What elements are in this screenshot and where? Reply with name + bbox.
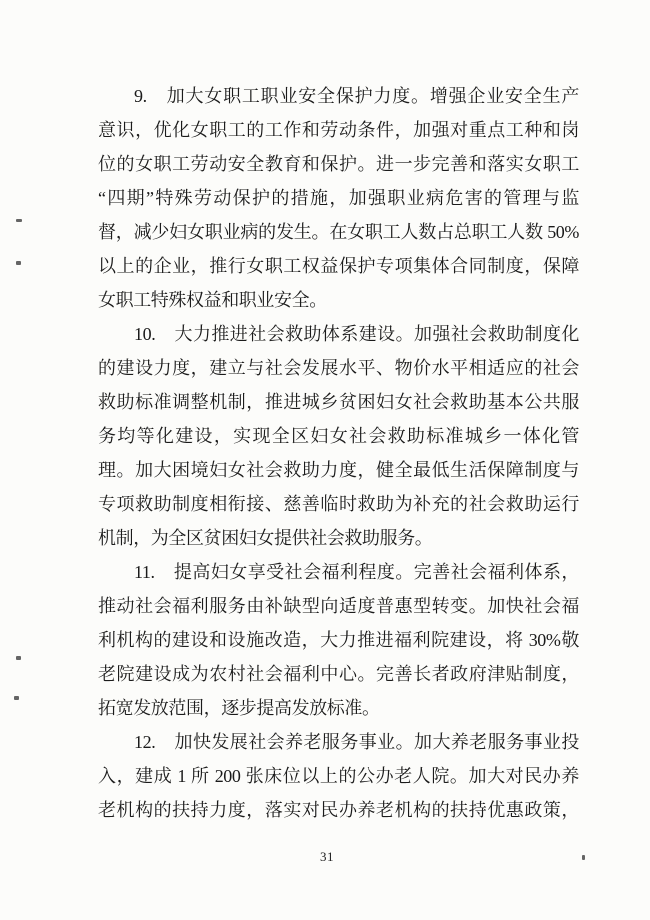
text-line: 老院建设成为农村社会福利中心。完善长者政府津贴制度， xyxy=(98,664,579,684)
paragraph-10 xyxy=(98,317,579,555)
paragraph-11 xyxy=(98,555,579,725)
text-line: 机制，为全区贫困妇女提供社会救助服务。 xyxy=(98,528,433,548)
text-line: 位的女职工劳动安全教育和保护。进一步完善和落实女职工 xyxy=(98,154,579,174)
document-text-block xyxy=(98,79,579,827)
text-line: 11. 提高妇女享受社会福利程度。完善社会福利体系， xyxy=(134,562,579,582)
scan-speck xyxy=(16,219,22,222)
scan-speck xyxy=(582,855,585,860)
text-line: 督，减少妇女职业病的发生。在女职工人数占总职工人数 50% xyxy=(98,222,579,242)
text-line: 12. 加快发展社会养老服务事业。加大养老服务事业投 xyxy=(134,732,579,752)
text-line: 女职工特殊权益和职业安全。 xyxy=(98,290,327,310)
paragraph-12 xyxy=(98,725,579,827)
text-line: 的建设力度，建立与社会发展水平、物价水平相适应的社会 xyxy=(98,358,579,378)
text-line: 以上的企业，推行女职工权益保护专项集体合同制度，保障 xyxy=(98,256,579,276)
text-line: “四期”特殊劳动保护的措施，加强职业病危害的管理与监 xyxy=(98,188,579,208)
text-line: 理。加大困境妇女社会救助力度，健全最低生活保障制度与 xyxy=(98,460,579,480)
text-line: 10. 大力推进社会救助体系建设。加强社会救助制度化 xyxy=(134,324,579,344)
text-line: 老机构的扶持力度，落实对民办养老机构的扶持优惠政策， xyxy=(98,800,579,820)
text-line: 专项救助制度相衔接、慈善临时救助为补充的社会救助运行 xyxy=(98,494,579,514)
text-line: 意识，优化女职工的工作和劳动条件，加强对重点工种和岗 xyxy=(98,120,579,140)
text-line: 推动社会福利服务由补缺型向适度普惠型转变。加快社会福 xyxy=(98,596,579,616)
scan-speck xyxy=(16,261,21,265)
text-line: 9. 加大女职工职业安全保护力度。增强企业安全生产 xyxy=(134,86,579,106)
text-line: 救助标准调整机制，推进城乡贫困妇女社会救助基本公共服 xyxy=(98,392,579,412)
scan-speck xyxy=(14,696,19,700)
page-number: 31 xyxy=(320,849,334,864)
text-line: 务均等化建设，实现全区妇女社会救助标准城乡一体化管 xyxy=(98,426,579,446)
paragraph-9 xyxy=(98,79,579,317)
text-line: 拓宽发放范围，逐步提高发放标准。 xyxy=(98,698,380,718)
text-line: 入，建成 1 所 200 张床位以上的公办老人院。加大对民办养 xyxy=(98,766,579,786)
text-line: 利机构的建设和设施改造，大力推进福利院建设，将 30%敬 xyxy=(98,630,579,650)
scan-speck xyxy=(16,656,21,660)
